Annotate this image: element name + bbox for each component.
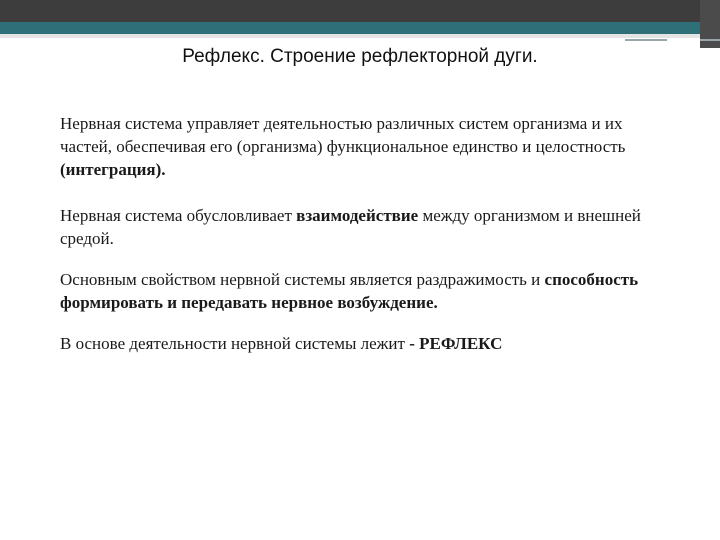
paragraph-text: Нервная система управляет деятельностью различных систем организма и их частей, обеспечивая его (организма) функциональное единство и целостность xyxy=(60,114,626,156)
paragraph-bold: (интеграция). xyxy=(60,160,166,179)
paragraph-bold: - РЕФЛЕКС xyxy=(409,334,503,353)
corner-accent-line-right xyxy=(700,39,720,41)
slide-body xyxy=(60,112,660,355)
paragraph-text: Нервная система обусловливает xyxy=(60,206,297,225)
paragraph-text: В основе деятельности нервной системы лежит xyxy=(60,334,410,353)
paragraph-integration xyxy=(60,112,660,181)
paragraph-excitability xyxy=(60,268,660,314)
slide-title: Рефлекс. Строение рефлекторной дуги. xyxy=(182,46,538,67)
paragraph-bold: способность формировать и передавать нервное возбуждение. xyxy=(60,270,639,312)
paragraph-interaction xyxy=(60,204,660,250)
paragraph-text: Основным свойством нервной системы является раздражимость и xyxy=(60,270,545,289)
paragraph-text-end: между организмом и внешней средой. xyxy=(60,206,641,248)
header-band-teal xyxy=(0,22,720,34)
header-band-light xyxy=(0,34,720,38)
corner-accent-line xyxy=(625,39,667,41)
paragraph-bold: взаимодействие xyxy=(296,206,419,225)
paragraph-reflex xyxy=(60,332,660,355)
